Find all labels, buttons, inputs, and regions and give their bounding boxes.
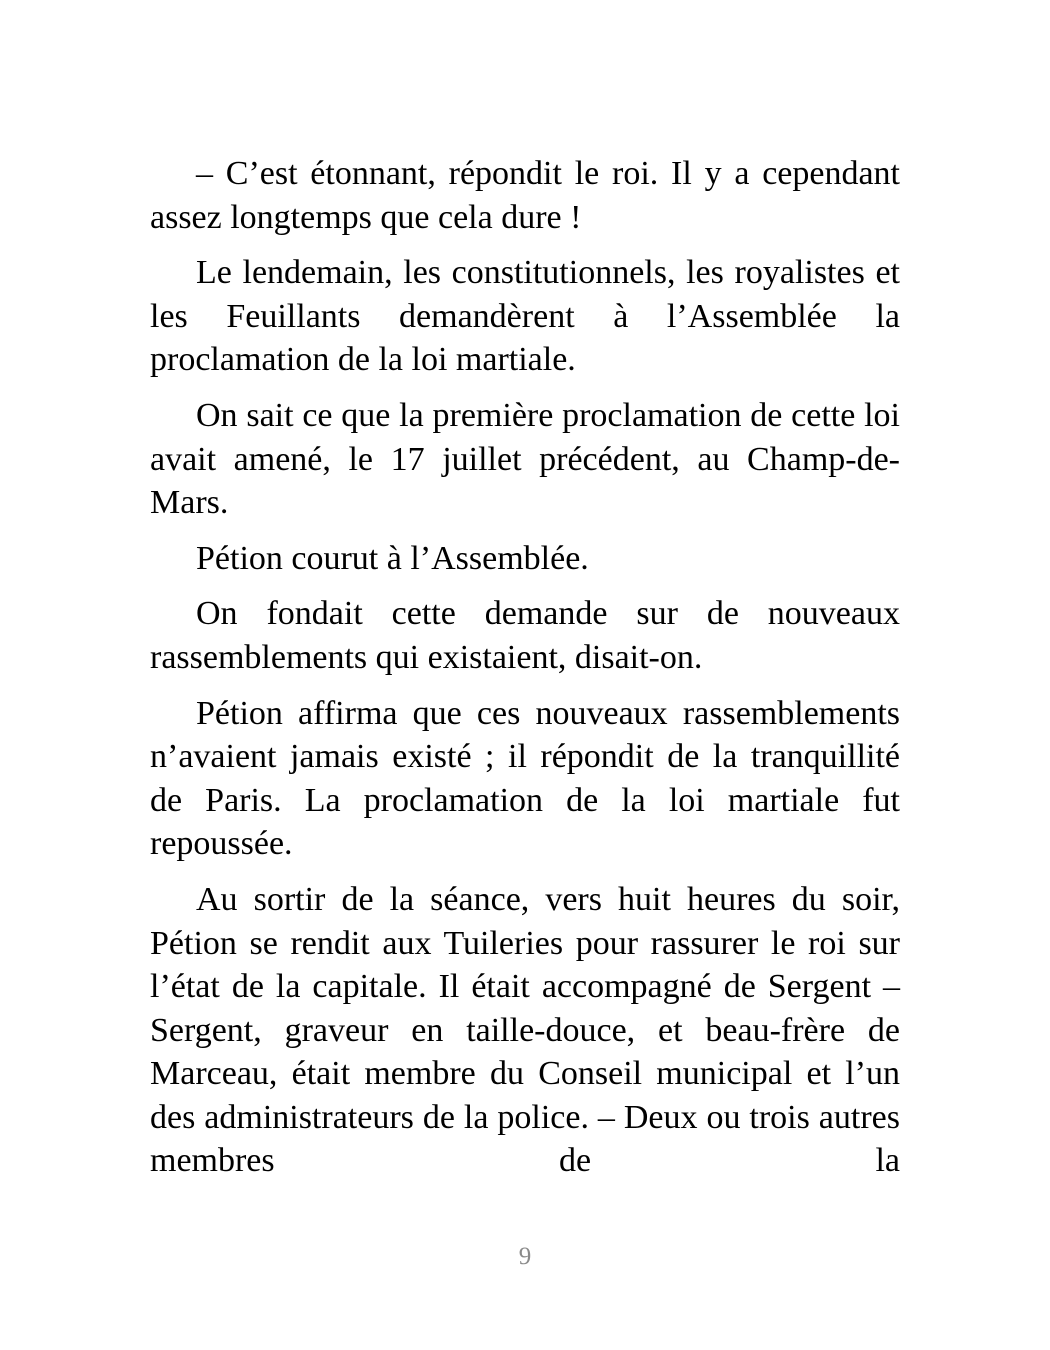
paragraph-7: Au sortir de la séance, vers huit heures du soir, Pétion se rendit aux Tuileries pour rassurer le roi sur l’état de la capitale. Il était accompagné de Sergent – Sergent, graveur en taille-douce, et beau-frère de Marceau, était membre du Conseil municipal et l’un des administrateurs de la police. – Deux ou trois autres membres de la — [150, 880, 900, 1180]
paragraph-3: On sait ce que la première proclamation de cette loi avait amené, le 17 juillet précédent, au Champ-de-Mars. — [150, 396, 900, 522]
paragraph-6: Pétion affirma que ces nouveaux rassemblements n’avaient jamais existé ; il répondit de la tranquillité de Paris. La proclamation de la loi martiale fut repoussée. — [150, 694, 900, 863]
paragraph-2: Le lendemain, les constitutionnels, les royalistes et les Feuillants demandèrent à l’Assemblée la proclamation de la loi martiale. — [150, 254, 900, 379]
body-text — [150, 152, 900, 1183]
paragraph-5: On fondait cette demande sur de nouveaux rassemblements qui existaient, disait-on. — [150, 595, 900, 676]
page-number: 9 — [518, 1243, 532, 1270]
paragraph-1: – C’est étonnant, répondit le roi. Il y a cependant assez longtemps que cela dure ! — [150, 155, 900, 236]
paragraph-4: Pétion courut à l’Assemblée. — [196, 539, 589, 577]
